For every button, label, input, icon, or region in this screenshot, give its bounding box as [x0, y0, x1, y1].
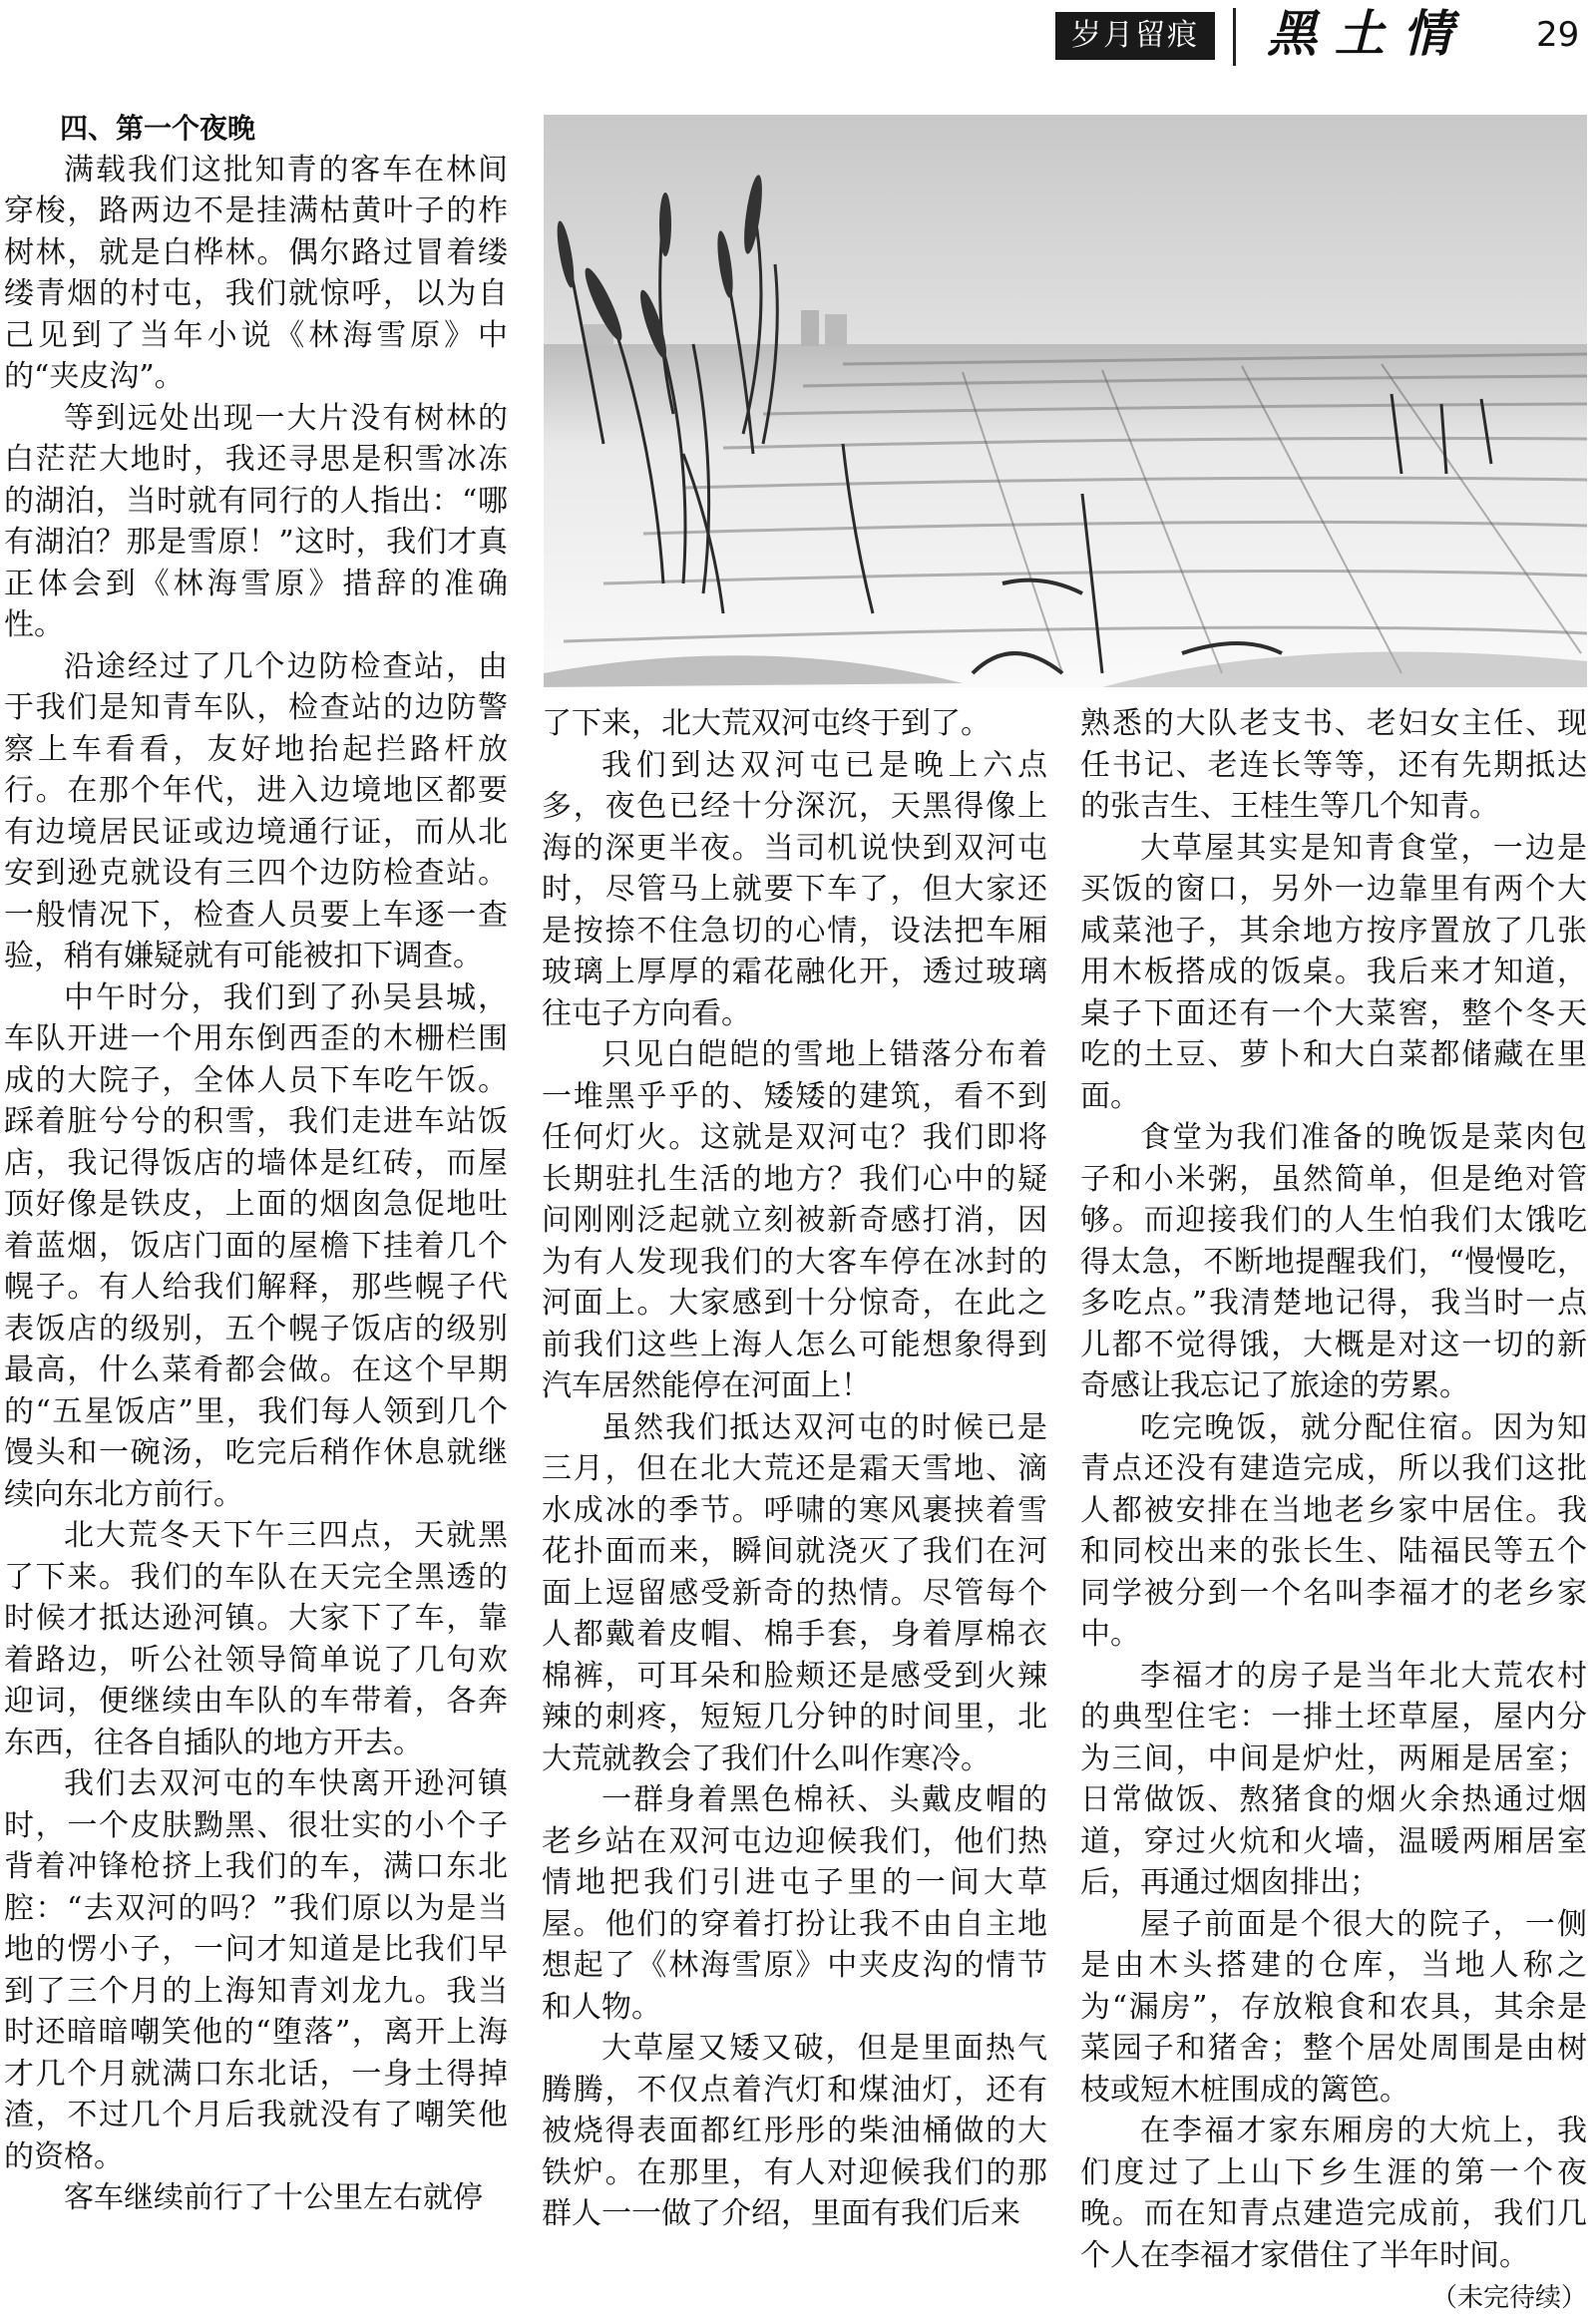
masthead-title: 黑土情 [1267, 4, 1470, 63]
article-column-2 [542, 703, 1047, 2292]
paragraph: 一群身着黑色棉袄、头戴皮帽的老乡站在双河屯边迎候我们，他们热情地把我们引进屯子里的一间大草屋。他们的穿着打扮让我不由自主地想起了《林海雪原》中夹皮沟的情节和人物。 [542, 1782, 1047, 2025]
paragraph: 在李福才家东厢房的大炕上，我们度过了上山下乡生涯的第一个夜晚。而在知青点建造完成前，我们几个人在李福才家借住了半年时间。 [1080, 2114, 1587, 2273]
paragraph: 满载我们这批知青的客车在林间穿梭，路两边不是挂满枯黄叶子的柞树林，就是白桦林。偶尔路过冒着缕缕青烟的村屯，我们就惊呼，以为自己见到了当年小说《林海雪原》中的“夹皮沟”。 [4, 152, 508, 394]
paragraph: 食堂为我们准备的晚饭是菜肉包子和小米粥，虽然简单，但是绝对管够。而迎接我们的人生怕我们太饿吃得太急，不断地提醒我们，“慢慢吃，多吃点。”我清楚地记得，我当时一点儿都不觉得饿，大概是对这一切的新奇感让我忘记了旅途的劳累。 [1080, 1120, 1587, 1403]
paragraph: 沿途经过了几个边防检查站，由于我们是知青车队，检查站的边防警察上车看看，友好地抬起拦路杆放行。在那个年代，进入边境地区都要有边境居民证或边境通行证，而从北安到逊克就设有三四个边防检查站。一般情况下，检查人员要上车逐一查验，稍有嫌疑就有可能被扣下调查。 [4, 648, 508, 973]
article-column-3 [1080, 703, 1587, 2313]
paragraph: 吃完晚饭，就分配住宿。因为知青点还没有建造完成，所以我们这批人都被安排在当地老乡家中居住。我和同校出来的张长生、陆福民等五个同学被分到一个名叫李福才的老乡家中。 [1080, 1409, 1587, 1652]
paragraph: 中午时分，我们到了孙吴县城，车队开进一个用东倒西歪的木栅栏围成的大院子，全体人员下车吃午饭。踩着脏兮兮的积雪，我们走进车站饭店，我记得饭店的墙体是红砖，而屋顶好像是铁皮，上面的烟囱急促地吐着蓝烟，饭店门面的屋檐下挂着几个幌子。有人给我们解释，那些幌子代表饭店的级别，五个幌子饭店的级别最高，什么菜肴都会做。在这个早期的“五星饭店”里，我们每人领到几个馒头和一碗汤，吃完后稍作休息就继续向东北方前行。 [4, 979, 508, 1512]
to-be-continued-note: （未完待续） [1430, 2283, 1587, 2313]
paragraph-continuation: 了下来，北大荒双河屯终于到了。 [542, 706, 991, 741]
photo-illustration [544, 115, 1587, 687]
header-divider [1233, 8, 1236, 66]
paragraph: 客车继续前行了十公里左右就停 [64, 2180, 483, 2215]
article-column-1 [4, 108, 508, 2292]
paragraph-continuation: 熟悉的大队老支书、老妇女主任、现任书记、老连长等等，还有先期抵达的张吉生、王桂生等几个知青。 [1080, 706, 1587, 824]
paragraph: 我们到达双河屯已是晚上六点多，夜色已经十分深沉，天黑得像上海的深更半夜。当司机说快到双河屯时，尽管马上就要下车了，但大家还是按捺不住急切的心情，设法把车厢玻璃上厚厚的霜花融化开，透过玻璃往屯子方向看。 [542, 747, 1047, 1031]
page-header [0, 0, 1596, 72]
paragraph: 虽然我们抵达双河屯的时候已是三月，但在北大荒还是霜天雪地、滴水成冰的季节。呼啸的寒风裹挟着雪花扑面而来，瞬间就浇灭了我们在河面上逗留感受新奇的热情。尽管每个人都戴着皮帽、棉手套，身着厚棉衣棉裤，可耳朵和脸颊还是感受到火辣辣的刺疼，短短几分钟的时间里，北大荒就教会了我们什么叫作寒冷。 [542, 1409, 1047, 1776]
paragraph: 等到远处出现一大片没有树林的白茫茫大地时，我还寻思是积雪冰冻的湖泊，当时就有同行的人指出：“哪有湖泊？那是雪原！”这时，我们才真正体会到《林海雪原》措辞的准确性。 [4, 400, 508, 642]
paragraph: 李福才的房子是当年北大荒农村的典型住宅：一排土坯草屋，屋内分为三间，中间是炉灶，两厢是居室；日常做饭、熬猪食的烟火余热通过烟道，穿过火炕和火墙，温暖两厢居室后，再通过烟囱排出； [1080, 1658, 1587, 1900]
snow-field-photo [544, 115, 1587, 687]
section-heading: 四、第一个夜晚 [60, 112, 256, 145]
paragraph: 我们去双河屯的车快离开逊河镇时，一个皮肤黝黑、很壮实的小个子背着冲锋枪挤上我们的车，满口东北腔：“去双河的吗？”我们原以为是当地的愣小子，一问才知道是比我们早到了三个月的上海知青刘龙九。我当时还暗暗嘲笑他的“堕落”，离开上海才几个月就满口东北话，一身土得掉渣，不过几个月后我就没有了嘲笑他的资格。 [4, 1766, 508, 2174]
section-tag: 岁月留痕 [1055, 12, 1215, 60]
page-number: 29 [1536, 15, 1580, 55]
paragraph: 只见白皑皑的雪地上错落分布着一堆黑乎乎的、矮矮的建筑，看不到任何灯火。这就是双河屯？我们即将长期驻扎生活的地方？我们心中的疑问刚刚泛起就立刻被新奇感打消，因为有人发现我们的大客车停在冰封的河面上。大家感到十分惊奇，在此之前我们这些上海人怎么可能想象得到汽车居然能停在河面上！ [542, 1037, 1047, 1403]
paragraph: 北大荒冬天下午三四点，天就黑了下来。我们的车队在天完全黑透的时候才抵达逊河镇。大家下了车，靠着路边，听公社领导简单说了几句欢迎词，便继续由车队的车带着，各奔东西，往各自插队的地方开去。 [4, 1518, 508, 1760]
paragraph: 大草屋又矮又破，但是里面热气腾腾，不仅点着汽灯和煤油灯，还有被烧得表面都红彤彤的柴油桶做的大铁炉。在那里，有人对迎候我们的那群人一一做了介绍，里面有我们后来 [542, 2031, 1047, 2231]
paragraph: 大草屋其实是知青食堂，一边是买饭的窗口，另外一边靠里有两个大咸菜池子，其余地方按序置放了几张用木板搭成的饭桌。我后来才知道，桌子下面还有一个大菜窖，整个冬天吃的土豆、萝卜和大白菜都储藏在里面。 [1080, 830, 1587, 1114]
paragraph: 屋子前面是个很大的院子，一侧是由木头搭建的仓库，当地人称之为“漏房”，存放粮食和农具，其余是菜园子和猪舍；整个居处周围是由树枝或短木桩围成的篱笆。 [1080, 1906, 1587, 2108]
